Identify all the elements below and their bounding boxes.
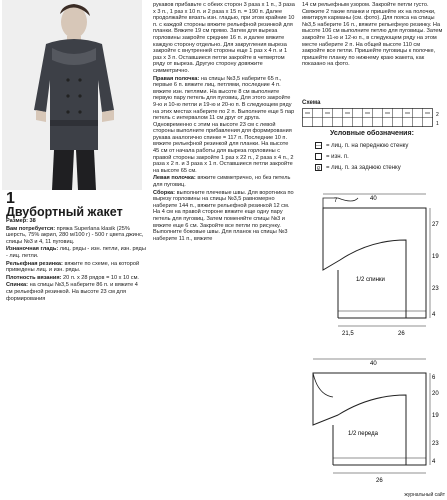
back-text: на спицы №3,5 наберите 86 п. и вяжите 4 см рельефной резинкой. На высоте 23 см для формирования [6,282,138,302]
back-dim-upper: 19 [432,254,439,260]
back-dim-bottom: 26 [398,331,405,337]
assembly-text: выполните плечевые швы. Для воротника по вырезу горловины на спицы №3,5 равномерно наберите 144 п., вяжите рельефной резинкой 12 см. На 4 см на правой стороне вяжите еще одну пару петель для пуговиц. Затем поменяйте спицы №3 и вяжите еще 6 см. Закройте все петли по рисунку. Выполните боковые швы. Для планок на спицы №3 наберите 11 п., вяжите [153,189,294,242]
density-text: 20 п. х 28 рядов = 10 х 10 см. [63,274,139,281]
stockinette-label: Изнаночная гладь: [6,246,59,253]
legend-item-knit-front [315,142,408,149]
right-front-text: на спицы №3,5 наберите 65 п., первые 6 п. вяжите лиц. петлями, последние 4 п. вяжите изн. петлями. На высоте 8 см выполните первую пару петель для пуговиц. Для этого закройте 9-ю и 10-ю петли и 19-ю и 20-ю п. В следующем ряду на этих местах наберите по 2 п. Выполните еще 5 пар петель с интервалом 11 см друг от друга. Одновременно с этим на высоте 23 см с левой стороны выполните прибавления для формирования рукава аналогично спинке = 117 п. Последние 10 п. вяжите рельефной резинкой для планки. На высоте 45 см от начала работы для выреза горловины с правой стороны закройте 1 раз х 22 п., 2 раза х 4 п., 2 раза х 2 п. и 3 раза х 1 п. Оставшиеся петли закройте на высоте 65 см. [153,75,295,174]
left-front-paragraph [153,175,295,188]
front-schematic [298,355,447,487]
back-paragraph [6,282,146,302]
legend-text: = лиц. п. на переднюю стенку [326,142,409,149]
site-credit: журнальный сайт [404,492,445,498]
pattern-title: Двубортный жакет [6,205,123,219]
back-dim-neck: 7 [334,198,338,204]
pattern-number: 1 [6,190,15,207]
legend-symbol: ϱ [315,164,322,171]
density-label: Плотность вязания: [6,274,62,281]
materials-text: пряжа Superlana klasik (25% шерсть, 75% акрил, 280 м/100 г) - 500 г цвета джинс, спицы №3 и 4, 11 пуговиц. [6,225,144,245]
front-dim-shoulder: 6 [432,375,436,381]
legend-text: = изн. п. [326,153,349,160]
legend-symbol: — [316,143,321,149]
legend-text: = лиц. п. за заднюю стенку [326,164,401,171]
back-dim-side: 23 [432,286,439,292]
rib-paragraph [6,261,146,274]
back-dim-rib: 4 [432,312,436,318]
legend-item-purl [315,153,349,160]
density-paragraph [6,275,146,282]
assembly-label: Сборка: [153,189,176,196]
front-label: 1/2 переда [348,431,378,437]
legend-symbol [315,153,322,160]
back-label: Спинка: [6,282,29,289]
back-dim-half-bottom: 21,5 [342,331,354,337]
svg-text:1: 1 [436,121,439,127]
front-dim-neck: 20 [432,391,439,397]
left-front-label: Левая полочка: [153,175,196,182]
legend-item-knit-back [315,164,401,171]
text-column-2 [153,2,295,243]
model-photo [2,0,142,190]
right-front-label: Правая полочка: [153,75,200,82]
right-front-paragraph [153,76,295,175]
front-dim-bottom: 26 [376,478,383,484]
front-dim-width: 40 [370,361,377,367]
text-column-1 [6,218,146,303]
materials-label: Вам потребуется: [6,225,56,232]
svg-text:2: 2 [436,112,439,118]
text-column-3 [302,2,444,69]
assembly-continued: 14 см рельефным узором. Закройте петли густо. Свяжите 2 такие планки и пришейте их на полочки, имитируя карманы (см. фото). Для пояса на спицы №3,5 наберите 16 п., вяжите рельефную резинку. На высоте 106 см выполните петлю для пуговицы. Затем закройте 11-ю и 12-ю п., в следующем ряду на этом месте наберите 2 п. На общей высоте 110 см закройте все петли. Пришейте пуговицы к полочке, пришейте планку по нижнему краю жакета, как показано на фото. [302,2,443,68]
front-dim-upper: 19 [432,413,439,419]
legend-title: Условные обозначения: [330,130,414,137]
back-dim-width: 40 [370,196,377,202]
scheme-label: Схема [302,100,321,106]
rib-text: вяжите по схеме, на которой приведены лиц. и изн. ряды. [6,260,140,274]
materials-paragraph [6,226,146,246]
back-schematic [298,190,447,340]
back-label: 1/2 спинки [356,277,385,283]
size-label: Размер: 38 [6,218,36,224]
stockinette-text: лиц. ряды - изн. петли, изн. ряды - лиц. петли. [6,246,146,259]
back-continued: рукавов прибавьте с обеих сторон 3 раза х 1 п., 3 раза х 3 п., 1 раз х 10 п. и 2 раза х 15 п. = 190 п. Далее продолжайте вязать изн. гладью, при этом крайние 10 п. с каждой стороны вяжите рельефной резинкой для планки. Вяжите 19 см прямо. Затем для выреза горловины закройте средние 16 п. и далее вяжите каждую сторону отдельно. Для закругления выреза закройте с внутренней стороны еще 1 раз х 4 п. и 1 раз х 3 п. Оставшиеся петли закройте в четвертом ряду от выреза. Другую сторону довяжите симметрично. [153,2,295,74]
assembly-paragraph [153,190,295,243]
model-photo-illustration [2,0,142,190]
back-dim-armhole: 27 [432,222,439,228]
front-dim-rib: 4 [432,459,436,465]
front-dim-side: 23 [432,441,439,447]
rib-label: Рельефная резинка: [6,260,63,267]
rib-stitch-chart [302,108,440,128]
stockinette-paragraph [6,246,146,259]
left-front-text: вяжите симметрично, но без петель для пуговиц. [153,175,291,189]
